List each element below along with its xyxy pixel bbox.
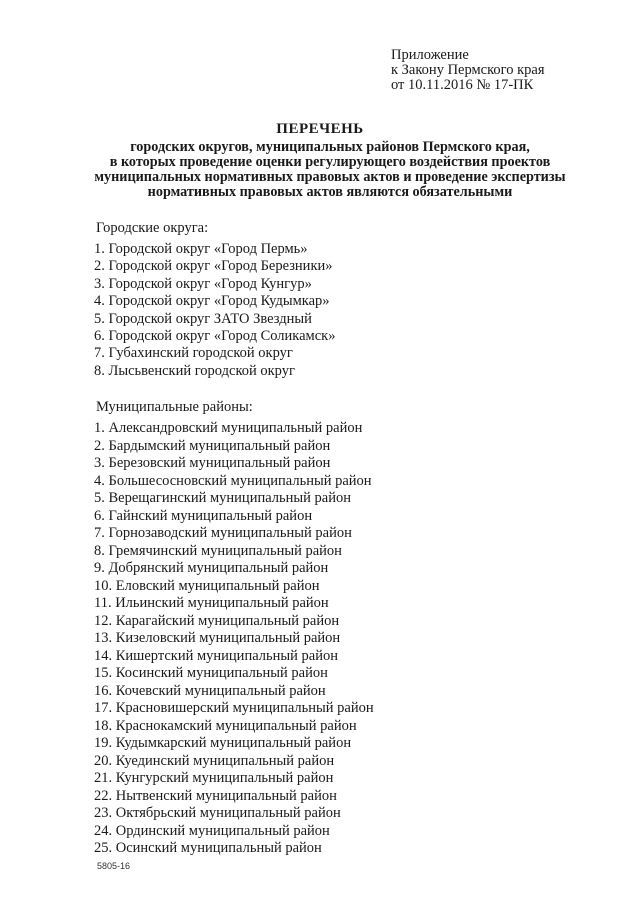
appendix-law-date: от 10.11.2016 № 17-ПК [391,77,534,93]
document-subtitle [80,140,580,200]
urban-districts-list [94,241,335,380]
appendix-law-reference: к Закону Пермского края [391,62,545,78]
list-item: 25. Осинский муниципальный район [94,840,322,856]
urban-districts-heading: Городские округа: [96,220,209,236]
document-title: ПЕРЕЧЕНЬ [276,121,364,137]
list-item: 21. Кунгурский муниципальный район [94,770,334,786]
list-item: 5. Городской округ ЗАТО Звездный [94,310,312,327]
list-item: 11. Ильинский муниципальный район [94,595,329,611]
list-item: 6. Гайнский муниципальный район [94,507,313,524]
list-item: 9. Добрянский муниципальный район [94,560,329,576]
list-item: 20. Куединский муниципальный район [94,752,335,769]
list-item: 1. Городской округ «Город Пермь» [94,241,308,257]
list-item: 5. Верещагинский муниципальный район [94,490,351,506]
list-item: 12. Карагайский муниципальный район [94,612,340,629]
list-item: 4. Большесосновский муниципальный район [94,472,372,489]
list-item: 16. Кочевский муниципальный район [94,682,326,699]
subtitle-line: в которых проведение оценки регулирующего воздействия проектов [109,154,551,170]
list-item: 6. Городской округ «Город Соликамск» [94,327,336,344]
list-item: 3. Березовский муниципальный район [94,455,331,471]
list-item: 3. Городской округ «Город Кунгур» [94,275,312,292]
list-item: 7. Горнозаводский муниципальный район [94,525,352,541]
subtitle-line: городских округов, муниципальных районов Пермского края, [130,139,530,155]
list-item: 24. Ординский муниципальный район [94,822,330,839]
list-item: 18. Краснокамский муниципальный район [94,717,357,734]
list-item: 22. Нытвенский муниципальный район [94,787,337,804]
document-code: 5805-16 [97,861,131,871]
list-item: 8. Гремячинский муниципальный район [94,542,342,559]
list-item: 14. Кишертский муниципальный район [94,647,338,664]
subtitle-line: нормативных правовых актов являются обязательными [147,184,513,200]
list-item: 7. Губахинский городской округ [94,345,293,362]
appendix-block [391,48,545,93]
list-item: 8. Лысьвенский городской округ [94,362,295,379]
list-item: 19. Кудымкарский муниципальный район [94,735,352,751]
list-item: 13. Кизеловский муниципальный район [94,630,341,646]
list-item: 15. Косинский муниципальный район [94,665,328,681]
appendix-label: Приложение [391,47,469,63]
municipal-districts-heading: Муниципальные районы: [96,399,253,415]
municipal-districts-list [94,420,374,858]
list-item: 1. Александровский муниципальный район [94,420,363,436]
list-item: 2. Бардымский муниципальный район [94,437,331,454]
list-item: 2. Городской округ «Город Березники» [94,258,333,275]
list-item: 23. Октябрьский муниципальный район [94,805,341,821]
list-item: 10. Еловский муниципальный район [94,577,320,594]
subtitle-line: муниципальных нормативных правовых актов и проведение экспертизы [94,169,566,185]
list-item: 4. Городской округ «Город Кудымкар» [94,293,330,310]
list-item: 17. Красновишерский муниципальный район [94,700,374,716]
